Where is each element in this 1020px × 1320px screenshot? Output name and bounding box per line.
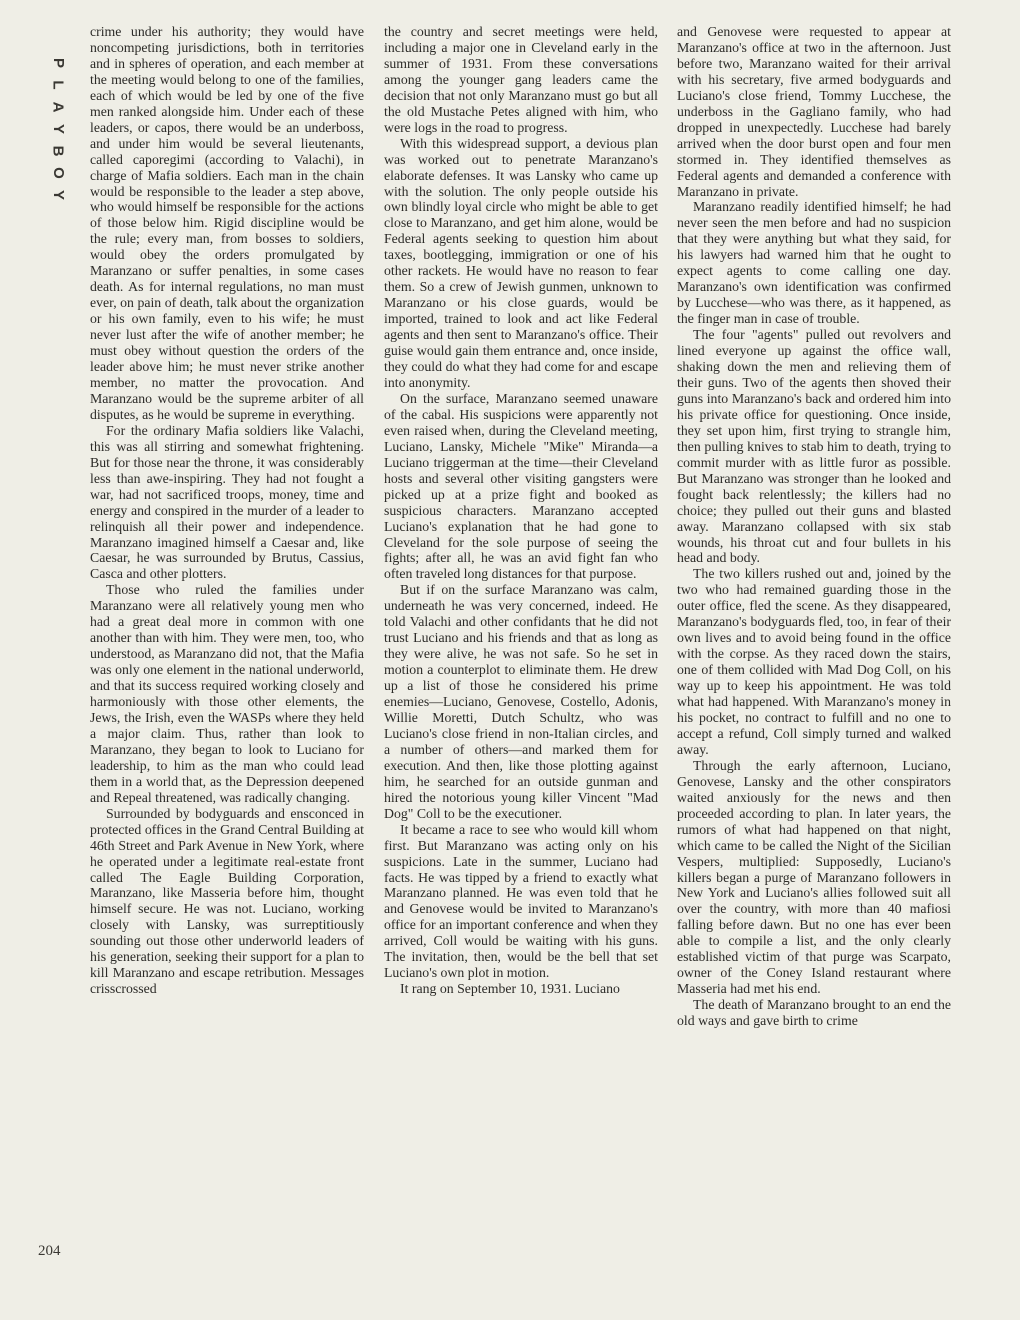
text-column-2 xyxy=(384,24,658,997)
paragraph: For the ordinary Mafia soldiers like Valachi, this was all stirring and somewhat frightening. But for those near the throne, it was considerably less than awe-inspiring. They had not fought a war, had not sacrificed troops, money, time and energy and conspired in the murder of a leader to relinquish all their power and independence. Maranzano imagined himself a Caesar and, like Caesar, he was surrounded by Brutus, Cassius, Casca and other plotters. xyxy=(90,422,364,582)
paragraph: and Genovese were requested to appear at Maranzano's office at two in the afternoon. Just before two, Maranzano waited for their arrival with his secretary, five armed bodyguards and Luciano's close friend, Tommy Lucchese, the underboss in the Gagliano family, who had dropped in unexpectedly. Lucchese had barely arrived when the door burst open and four men stormed in. They identified themselves as Federal agents and demanded a conference with Maranzano in private. xyxy=(677,24,951,199)
paragraph: It became a race to see who would kill whom first. But Maranzano was acting only on his suspicions. Late in the summer, Luciano had facts. He was tipped by a friend to exactly what Maranzano planned. He was even told that he and Genovese would be invited to Maranzano's office for an important conference and when they arrived, Coll would be waiting with his guns. The invitation, then, would be the bell that set Luciano's own plot in motion. xyxy=(384,821,658,981)
masthead-letter: L xyxy=(49,80,67,90)
paragraph: It rang on September 10, 1931. Luciano xyxy=(400,981,620,997)
paragraph: The four "agents" pulled out revolvers and lined everyone up against the office wall, shaking down the men and relieving them of their guns. Two of the agents then shoved their guns into Maranzano's back and ordered him into his private office for questioning. Once inside, they set upon him, first trying to strangle him, then pulling knives to stab him to death, trying to commit murder with as little furor as possible. But Maranzano was stronger than he looked and fought back relentlessly; the killers had no choice; they pulled out their guns and blasted away. Maranzano collapsed with six stab wounds, his throat cut and four bullets in his head and body. xyxy=(677,327,951,566)
paragraph: The death of Maranzano brought to an end the old ways and gave birth to crime xyxy=(677,997,951,1029)
paragraph: With this widespread support, a devious plan was worked out to penetrate Maranzano's elaborate defenses. It was Lansky who came up with the solution. The only people outside his own blindly loyal circle who might be able to get close to Maranzano, and get him alone, would be Federal agents seeking to question him about taxes, bootlegging, immigration or one of his other rackets. He would have no reason to fear them. So a crew of Jewish gunmen, unknown to Maranzano or his close guards, would be imported, trained to look and act like Federal agents and then sent to Maranzano's office. Their guise would gain them entrance and, once inside, they could do what they had come for and escape into anonymity. xyxy=(384,135,658,390)
paragraph: the country and secret meetings were held, including a major one in Cleveland early in the summer of 1931. From these conversations among the younger gang leaders came the decision that not only Maranzano must go but all the old Mustache Petes aligned with him, who were logs in the road to progress. xyxy=(384,24,658,135)
paragraph: Surrounded by bodyguards and ensconced in protected offices in the Grand Central Building at 46th Street and Park Avenue in New York, where he operated under a legitimate real-estate front called The Eagle Building Corporation, Maranzano, like Masseria before him, thought himself secure. He was not. Luciano, working closely with Lansky, was surreptitiously sounding out those other underworld leaders of his generation, seeking their support for a plan to kill Maranzano and escape retribution. Messages crisscrossed xyxy=(90,805,364,997)
page-number: 204 xyxy=(38,1243,61,1259)
paragraph: But if on the surface Maranzano was calm, underneath he was very concerned, indeed. He told Valachi and other confidants that he did not trust Luciano and his friends and that as long as they were alive, he was not safe. So he set in motion a counterplot to eliminate them. He drew up a list of those he considered his prime enemies—Luciano, Genovese, Costello, Adonis, Willie Moretti, Dutch Schultz, who was Luciano's close friend in non-Italian circles, and a number of others—and marked them for execution. And then, like those plotting against him, he searched for an outside gunman and hired the notorious young killer Vincent "Mad Dog" Coll to be the executioner. xyxy=(384,582,658,821)
masthead-letter: Y xyxy=(49,189,67,201)
text-column-3 xyxy=(677,24,951,1029)
masthead xyxy=(49,52,67,206)
text-column-1 xyxy=(90,24,364,997)
paragraph: Through the early afternoon, Luciano, Genovese, Lansky and the other conspirators waited anxiously for the news and then proceeded according to plan. In later years, the rumors of what had happened on that night, which came to be called the Night of the Sicilian Vespers, multiplied: Supposedly, Luciano's killers began a purge of Maranzano followers in New York and Luciano's allies followed suit all over the country, with more than 40 mafiosi falling before dawn. But no one has ever been able to compile a list, and the only clearly established victim of that purge was Scarpato, owner of the Coney Island restaurant where Masseria had met his end. xyxy=(677,757,951,997)
paragraph: The two killers rushed out and, joined by the two who had remained guarding those in the outer office, fled the scene. As they disappeared, Maranzano's bodyguards fled, too, in fear of their own lives and to avoid being found in the office with the corpse. As they raced down the stairs, one of them collided with Mad Dog Coll, on his way up to keep his appointment. He was told what had happened. With Maranzano's money in his pocket, no contract to fulfill and no one to accept a refund, Coll simply turned and walked away. xyxy=(677,566,951,757)
masthead-letter: A xyxy=(49,101,67,113)
masthead-letter: Y xyxy=(49,123,67,135)
paragraph: Those who ruled the families under Maranzano were all relatively young men who had a great deal more in common with one another than with him. They were men, too, who understood, as Maranzano did not, that the Mafia was only one element in the national underworld, and that its success required working closely and harmoniously with those other elements, the Jews, the Irish, even the WASPs where they held a major claim. Thus, rather than look to Maranzano, they began to look to Luciano for leadership, to him as the man who could lead them in a world that, as the Depression deepened and Repeal threatened, was radically changing. xyxy=(90,582,364,805)
paragraph: Maranzano readily identified himself; he had never seen the men before and had no suspicion that they were anything but what they said, for his lawyers had warned him that he ought to expect agents to come calling one day. Maranzano's own identification was confirmed by Lucchese—who was there, as it happened, as the finger man in case of trouble. xyxy=(677,199,951,327)
masthead-letter: B xyxy=(49,145,67,157)
paragraph: On the surface, Maranzano seemed unaware of the cabal. His suspicions were apparently not even raised when, during the Cleveland meeting, Luciano, Lansky, Michele "Mike" Miranda—a Luciano triggerman at the time—their Cleveland hosts and several other visiting gangsters were picked up at a prize fight and booked as suspicious characters. Maranzano accepted Luciano's explanation that he had gone to Cleveland for the sole purpose of seeing the fights; after all, he was an avid fight fan who often traveled long distances for that purpose. xyxy=(384,390,658,582)
paragraph: crime under his authority; they would have noncompeting jurisdictions, both in territories and in spheres of operation, and each member at the meeting would belong to one of the families, each of which would be led by one of the five men ranked alongside him. Under each of these leaders, or capos, there would be an underboss, and under him would be several lieutenants, called caporegimi (according to Valachi), in charge of Mafia soldiers. Each man in the chain would be responsible to the leader a step above, who would himself be responsible for the actions of those below him. Rigid discipline would be the rule; every man, from bosses to soldiers, would obey the orders promulgated by Maranzano or suffer penalties, in some cases death. As for internal regulations, no man must ever, on pain of death, talk about the organization or his own family, even to his wife; he must never lust after the wife of another member; he must obey without question the orders of the leader above him; he must never strike another member, no matter the provocation. And Maranzano would be the supreme arbiter of all disputes, as he would be supreme in everything. xyxy=(90,24,364,422)
masthead-letter: P xyxy=(49,57,67,69)
masthead-letter: O xyxy=(49,167,67,179)
